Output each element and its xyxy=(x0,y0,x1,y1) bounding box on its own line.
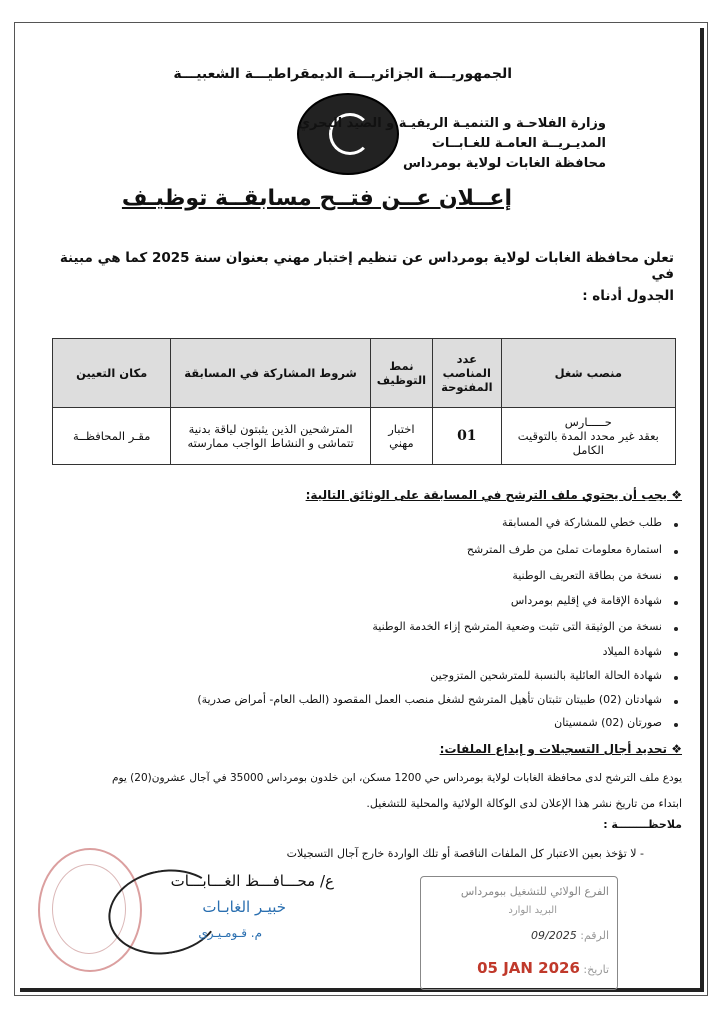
bullet-icon xyxy=(674,700,678,704)
ministry-name: وزارة الفلاحـة و التنميـة الريفيـة و الصيد البحري xyxy=(298,116,606,131)
col-place: مكان التعيين xyxy=(53,339,171,408)
stamp-mail: البريد الوارد xyxy=(508,905,557,916)
directorate-name: المديـريــة العامـة للغـابــات xyxy=(431,136,606,151)
stamp-number: الرقم: 09/2025 xyxy=(531,929,609,942)
documents-heading: ❖ يجب أن يحتوي ملف الترشح في المسابقة على الوثائق التالية: xyxy=(305,488,682,502)
note-text: - لا تؤخذ بعين الاعتبار كل الملفات الناقصة أو تلك الواردة خارج آجال التسجيلات xyxy=(286,847,644,860)
cell-count: 01 xyxy=(433,408,502,465)
intro-line-1: تعلن محافظة الغابات لولاية بومرداس عن تنظيم إختبار مهني بعنوان سنة 2025 كما هي مبينة في xyxy=(59,250,674,282)
forestry-emblem-logo xyxy=(297,93,399,175)
bullet-icon xyxy=(674,627,678,631)
intro-line-2: الجدول أدناه : xyxy=(582,288,674,304)
deadlines-heading: ❖ تحديد أجال التسجيلات و إيداع الملفات: xyxy=(439,742,682,756)
post-contract: بعقد غير محدد المدة بالتوقيت الكامل xyxy=(517,429,659,457)
list-item: شهادة الحالة العائلية بالنسبة للمترشحين المتزوجين xyxy=(430,669,662,682)
deadlines-line-1: يودع ملف الترشح لدى محافظة الغابات لولاية بومرداس حي 1200 مسكن، ابن خلدون بومرداس 35000 في آجال عشرون(20) يوم xyxy=(112,772,682,784)
bullet-icon xyxy=(674,676,678,680)
signature-line-1: ع/ محـــافـــظ الغـــابـــات xyxy=(170,872,334,890)
stamp-office: الفرع الولائي للتشغيل ببومرداس xyxy=(460,885,609,898)
note-label: ملاحظــــــــة : xyxy=(603,818,682,831)
cell-conditions: المترشحين الذين يثبتون لياقة بدنية تتماشى و النشاط الواجب ممارسته xyxy=(171,408,370,465)
bullet-icon xyxy=(674,576,678,580)
conservation-name: محافظة الغابات لولاية بومرداس xyxy=(402,156,606,171)
cell-post xyxy=(501,408,675,465)
list-item: نسخة من بطاقة التعريف الوطنية xyxy=(512,569,662,582)
list-item: طلب خطي للمشاركة في المسابقة xyxy=(501,516,662,529)
table-header-row xyxy=(53,339,676,408)
positions-table xyxy=(52,338,676,465)
deadlines-line-2: ابتداء من تاريخ نشر هذا الإعلان لدى الوكالة الولائية والمحلية للتشغيل. xyxy=(366,797,682,810)
republic-heading: الجمهوريـــة الجزائريـــة الديمقراطيـــة الشعبيـــة xyxy=(173,66,512,82)
list-item: شهادة الإقامة في إقليم بومرداس xyxy=(510,594,662,607)
table-row xyxy=(53,408,676,465)
cell-place: مقـر المحافظــة xyxy=(53,408,171,465)
post-title: حـــــارس xyxy=(564,415,612,429)
received-stamp xyxy=(420,876,618,990)
page-title: إعــلان عــن فتــح مسابقــة توظيـف xyxy=(121,186,512,211)
list-item: صورتان (02) شمسيتان xyxy=(554,716,662,729)
bullet-icon xyxy=(674,523,678,527)
col-count: عدد المناصب المفتوحة xyxy=(433,339,502,408)
bullet-icon xyxy=(674,601,678,605)
signature-line-3: م. قـومـيـري xyxy=(198,926,262,940)
list-item: نسخة من الوثيقة التى تثبت وضعية المترشح إزاء الخدمة الوطنية xyxy=(372,620,662,633)
col-conditions: شروط المشاركة في المسابقة xyxy=(171,339,370,408)
bullet-icon xyxy=(674,723,678,727)
bullet-icon xyxy=(674,652,678,656)
signature-line-2: خبيـر الغابـات xyxy=(202,898,286,916)
diamond-bullet-icon: ❖ xyxy=(667,488,682,502)
list-item: شهادتان (02) طبيتان تثبتان تأهيل المترشح لشغل منصب العمل المقصود (الطب العام- أمراض صدرية) xyxy=(197,693,662,706)
stamp-date: تاريخ: 05 JAN 2026 xyxy=(477,959,609,977)
diamond-bullet-icon: ❖ xyxy=(667,742,682,756)
col-mode: نمط التوظيف xyxy=(370,339,432,408)
list-item: شهادة الميلاد xyxy=(602,645,662,658)
col-post: منصب شغل xyxy=(501,339,675,408)
cell-mode: اختبار مهني xyxy=(370,408,432,465)
list-item: استمارة معلومات تملئ من طرف المترشح xyxy=(466,543,662,556)
bullet-icon xyxy=(674,550,678,554)
